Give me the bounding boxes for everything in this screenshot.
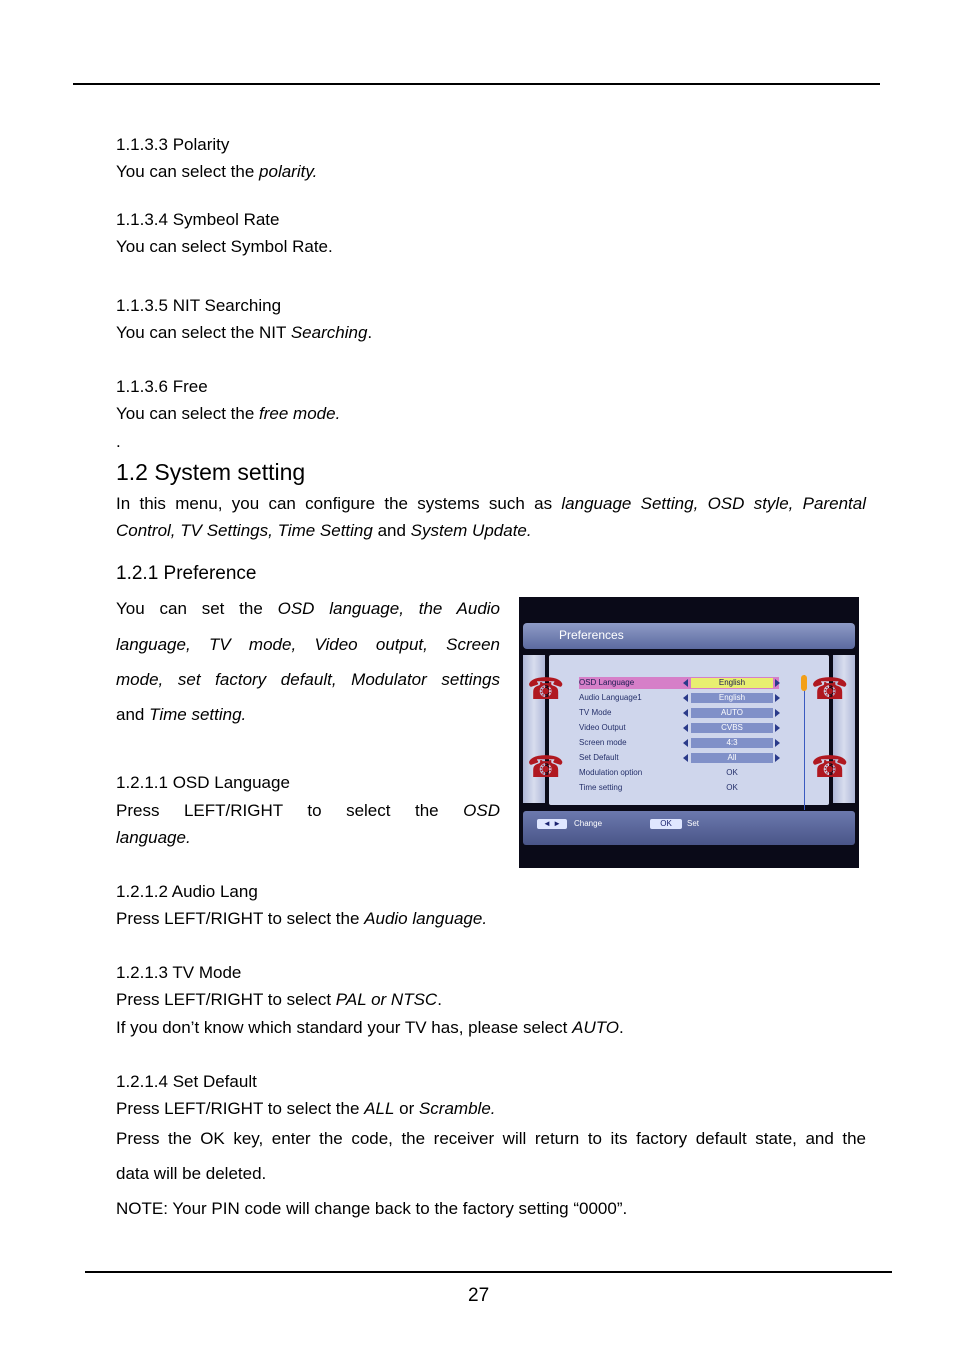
- preference-line-3: mode, set factory default, Modulator settings: [116, 670, 500, 689]
- arrow-left-icon: [683, 709, 688, 717]
- osd-row-label: Modulation option: [579, 768, 643, 777]
- arrow-left-icon: [683, 679, 688, 687]
- phone-icon: ☎: [527, 673, 565, 706]
- osd-language-heading: 1.2.1.1 OSD Language: [116, 773, 290, 792]
- preference-line-2: language, TV mode, Video output, Screen: [116, 635, 500, 654]
- arrow-left-icon: [683, 694, 688, 702]
- osd-row-value: OK: [726, 768, 738, 777]
- preference-title: 1.2.1 Preference: [116, 563, 257, 584]
- bottom-rule: [85, 1271, 892, 1273]
- osd-scrollbar: [804, 675, 809, 810]
- preference-line-1: You can set the OSD language, the Audio: [116, 599, 501, 618]
- symbol-rate-text: You can select Symbol Rate.: [116, 237, 333, 256]
- system-setting-title: 1.2 System setting: [116, 459, 306, 485]
- osd-row-label: Time setting: [579, 783, 623, 792]
- osd-language-line-1: Press LEFT/RIGHT to select the OSD: [116, 801, 500, 820]
- tv-mode-line-1: Press LEFT/RIGHT to select PAL or NTSC.: [116, 990, 442, 1009]
- set-default-line-2: Press the OK key, enter the code, the receiver will return to its factory default state, and the: [116, 1129, 866, 1148]
- ok-key: OK: [650, 819, 682, 829]
- arrow-left-icon: [683, 739, 688, 747]
- polarity-text: You can select the polarity.: [116, 162, 318, 181]
- osd-row-value: AUTO: [720, 708, 744, 717]
- nit-heading: 1.1.3.5 NIT Searching: [116, 296, 282, 315]
- osd-menu-row: [579, 752, 779, 764]
- arrow-right-icon: [775, 724, 780, 732]
- arrow-right-icon: [775, 694, 780, 702]
- set-default-note: NOTE: Your PIN code will change back to the factory setting “0000”.: [116, 1199, 628, 1218]
- osd-row-value: CVBS: [721, 723, 743, 732]
- audio-lang-text: Press LEFT/RIGHT to select the Audio language.: [116, 909, 488, 928]
- tv-mode-line-2: If you don’t know which standard your TV has, please select AUTO.: [116, 1018, 624, 1037]
- symbol-rate-heading: 1.1.3.4 Symbeol Rate: [116, 210, 280, 229]
- osd-title-bar: [523, 623, 855, 649]
- set-default-heading: 1.2.1.4 Set Default: [116, 1072, 257, 1091]
- arrow-left-icon: [683, 724, 688, 732]
- osd-row-label: OSD Language: [579, 678, 635, 687]
- osd-row-value: OK: [726, 783, 738, 792]
- phone-icon: ☎: [527, 751, 565, 784]
- free-text: You can select the free mode.: [116, 404, 341, 423]
- change-hint: Change: [574, 819, 603, 828]
- osd-scroll-knob: [801, 675, 807, 691]
- osd-row-value: English: [718, 693, 746, 702]
- page-number: 27: [468, 1285, 490, 1306]
- osd-menu-row: [579, 737, 779, 749]
- osd-language-line-2: language.: [116, 828, 191, 847]
- polarity-heading: 1.1.3.3 Polarity: [116, 135, 230, 154]
- top-rule: [73, 83, 880, 85]
- osd-row-label: Set Default: [579, 753, 619, 762]
- osd-menu-row: [579, 722, 779, 734]
- preferences-screenshot: [519, 597, 859, 868]
- nit-text: You can select the NIT Searching.: [116, 323, 373, 342]
- left-right-key: ◄ ►: [537, 819, 567, 829]
- osd-row-label: Video Output: [579, 723, 626, 732]
- phone-icon: ☎: [811, 751, 849, 784]
- arrow-right-icon: [775, 679, 780, 687]
- arrow-right-icon: [775, 754, 780, 762]
- osd-menu-row: [579, 767, 779, 779]
- system-line-1: In this menu, you can configure the systems such as language Setting, OSD style, Parental: [116, 494, 866, 513]
- arrow-left-icon: [683, 754, 688, 762]
- osd-menu-row: [579, 677, 779, 689]
- set-default-line-3: data will be deleted.: [116, 1164, 267, 1183]
- osd-row-label: Audio Language1: [579, 693, 642, 702]
- set-hint: Set: [687, 819, 700, 828]
- osd-title: Preferences: [559, 628, 624, 642]
- osd-menu-row: [579, 782, 779, 794]
- audio-lang-heading: 1.2.1.2 Audio Lang: [116, 882, 258, 901]
- stray-dot: .: [116, 432, 121, 451]
- osd-row-value: All: [727, 753, 737, 762]
- osd-row-label: Screen mode: [579, 738, 627, 747]
- osd-row-value: English: [718, 678, 746, 687]
- system-line-2: Control, TV Settings, Time Setting and System Update.: [116, 521, 532, 540]
- arrow-right-icon: [775, 709, 780, 717]
- osd-row-label: TV Mode: [579, 708, 612, 717]
- arrow-right-icon: [775, 739, 780, 747]
- osd-menu-row: [579, 692, 779, 704]
- osd-row-value: 4:3: [726, 738, 738, 747]
- osd-menu-row: [579, 707, 779, 719]
- phone-icon: ☎: [811, 673, 849, 706]
- preference-line-4: and Time setting.: [116, 705, 247, 724]
- set-default-line-1: Press LEFT/RIGHT to select the ALL or Scramble.: [116, 1099, 496, 1118]
- free-heading: 1.1.3.6 Free: [116, 377, 208, 396]
- tv-mode-heading: 1.2.1.3 TV Mode: [116, 963, 242, 982]
